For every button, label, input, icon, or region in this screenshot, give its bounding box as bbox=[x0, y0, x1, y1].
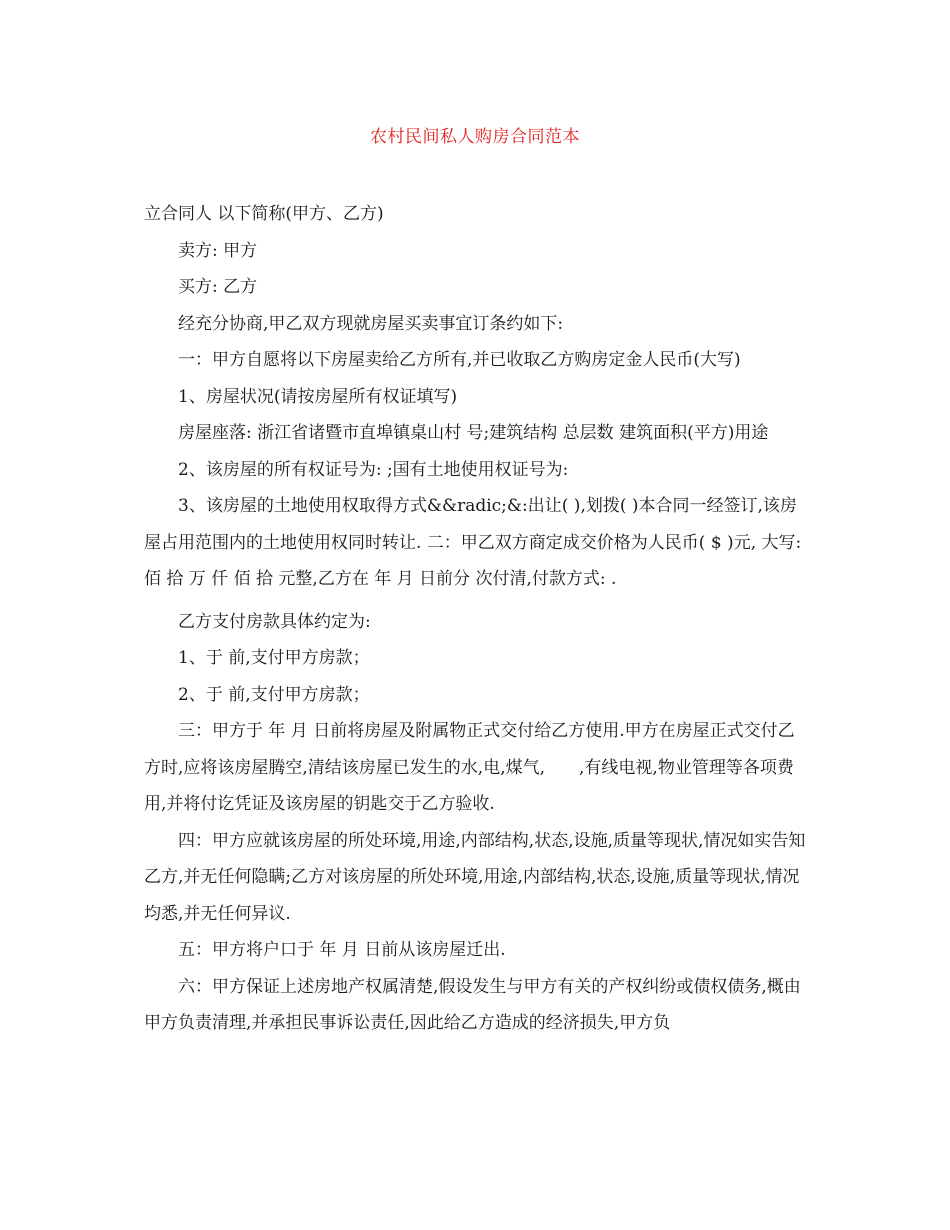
paragraph-payment-2: 2、于 前,支付甲方房款； bbox=[178, 684, 370, 705]
document-body bbox=[144, 196, 808, 1042]
paragraph-clause-1-3: 3、该房屋的土地使用权取得方式&&radic;&:出让( ),划拨( )本合同一经签订,该房屋占用范围内的土地使用权同时转让. 二：甲乙双方商定成交价格为人民币( $ )元, 大写: 佰 拾 万 仟 佰 拾 元整,乙方在 年 月 日前分 次付清,付款方式: . bbox=[144, 496, 802, 589]
paragraph-clause-3: 三：甲方于 年 月 日前将房屋及附属物正式交付给乙方使用.甲方在房屋正式交付乙方时,应将该房屋腾空,清结该房屋已发生的水,电,煤气, ,有线电视,物业管理等各项费用,并将付讫凭证及该房屋的钥匙交于乙方验收. bbox=[144, 721, 795, 814]
paragraph-buyer: 买方: 乙方 bbox=[178, 277, 258, 297]
paragraph-clause-5: 五：甲方将户口于 年 月 日前从该房屋迁出. bbox=[178, 940, 506, 960]
paragraph-payment-1: 1、于 前,支付甲方房款； bbox=[178, 648, 370, 668]
paragraph-seller: 卖方: 甲方 bbox=[178, 240, 258, 261]
paragraph-clause-1-1: 1、房屋状况(请按房屋所有权证填写) bbox=[178, 386, 458, 407]
document-title: 农村民间私人购房合同范本 bbox=[370, 127, 580, 147]
paragraph-clause-1-2: 2、该房屋的所有权证号为: ;国有土地使用权证号为: bbox=[178, 459, 569, 480]
paragraph-location: 房屋座落: 浙江省诸暨市直埠镇桌山村 号;建筑结构 总层数 建筑面积(平方)用途 bbox=[178, 423, 769, 443]
paragraph-clause-6: 六：甲方保证上述房地产权属清楚,假设发生与甲方有关的产权纠纷或债权债务,概由甲方负责清理,并承担民事诉讼责任,因此给乙方造成的经济损失,甲方负 bbox=[144, 976, 801, 1033]
paragraph-clause-4: 四：甲方应就该房屋的所处环境,用途,内部结构,状态,设施,质量等现状,情况如实告知乙方,并无任何隐瞒;乙方对该房屋的所处环境,用途,内部结构,状态,设施,质量等现状,情况均悉,并无任何异议. bbox=[144, 830, 806, 924]
paragraph-clause-1: 一：甲方自愿将以下房屋卖给乙方所有,并已收取乙方购房定金人民币(大写) bbox=[178, 350, 741, 370]
paragraph-payment-terms: 乙方支付房款具体约定为: bbox=[178, 611, 371, 632]
paragraph-preamble: 经充分协商,甲乙双方现就房屋买卖事宜订条约如下: bbox=[178, 313, 564, 334]
paragraph-parties: 立合同人 以下简称(甲方、乙方) bbox=[144, 204, 384, 224]
